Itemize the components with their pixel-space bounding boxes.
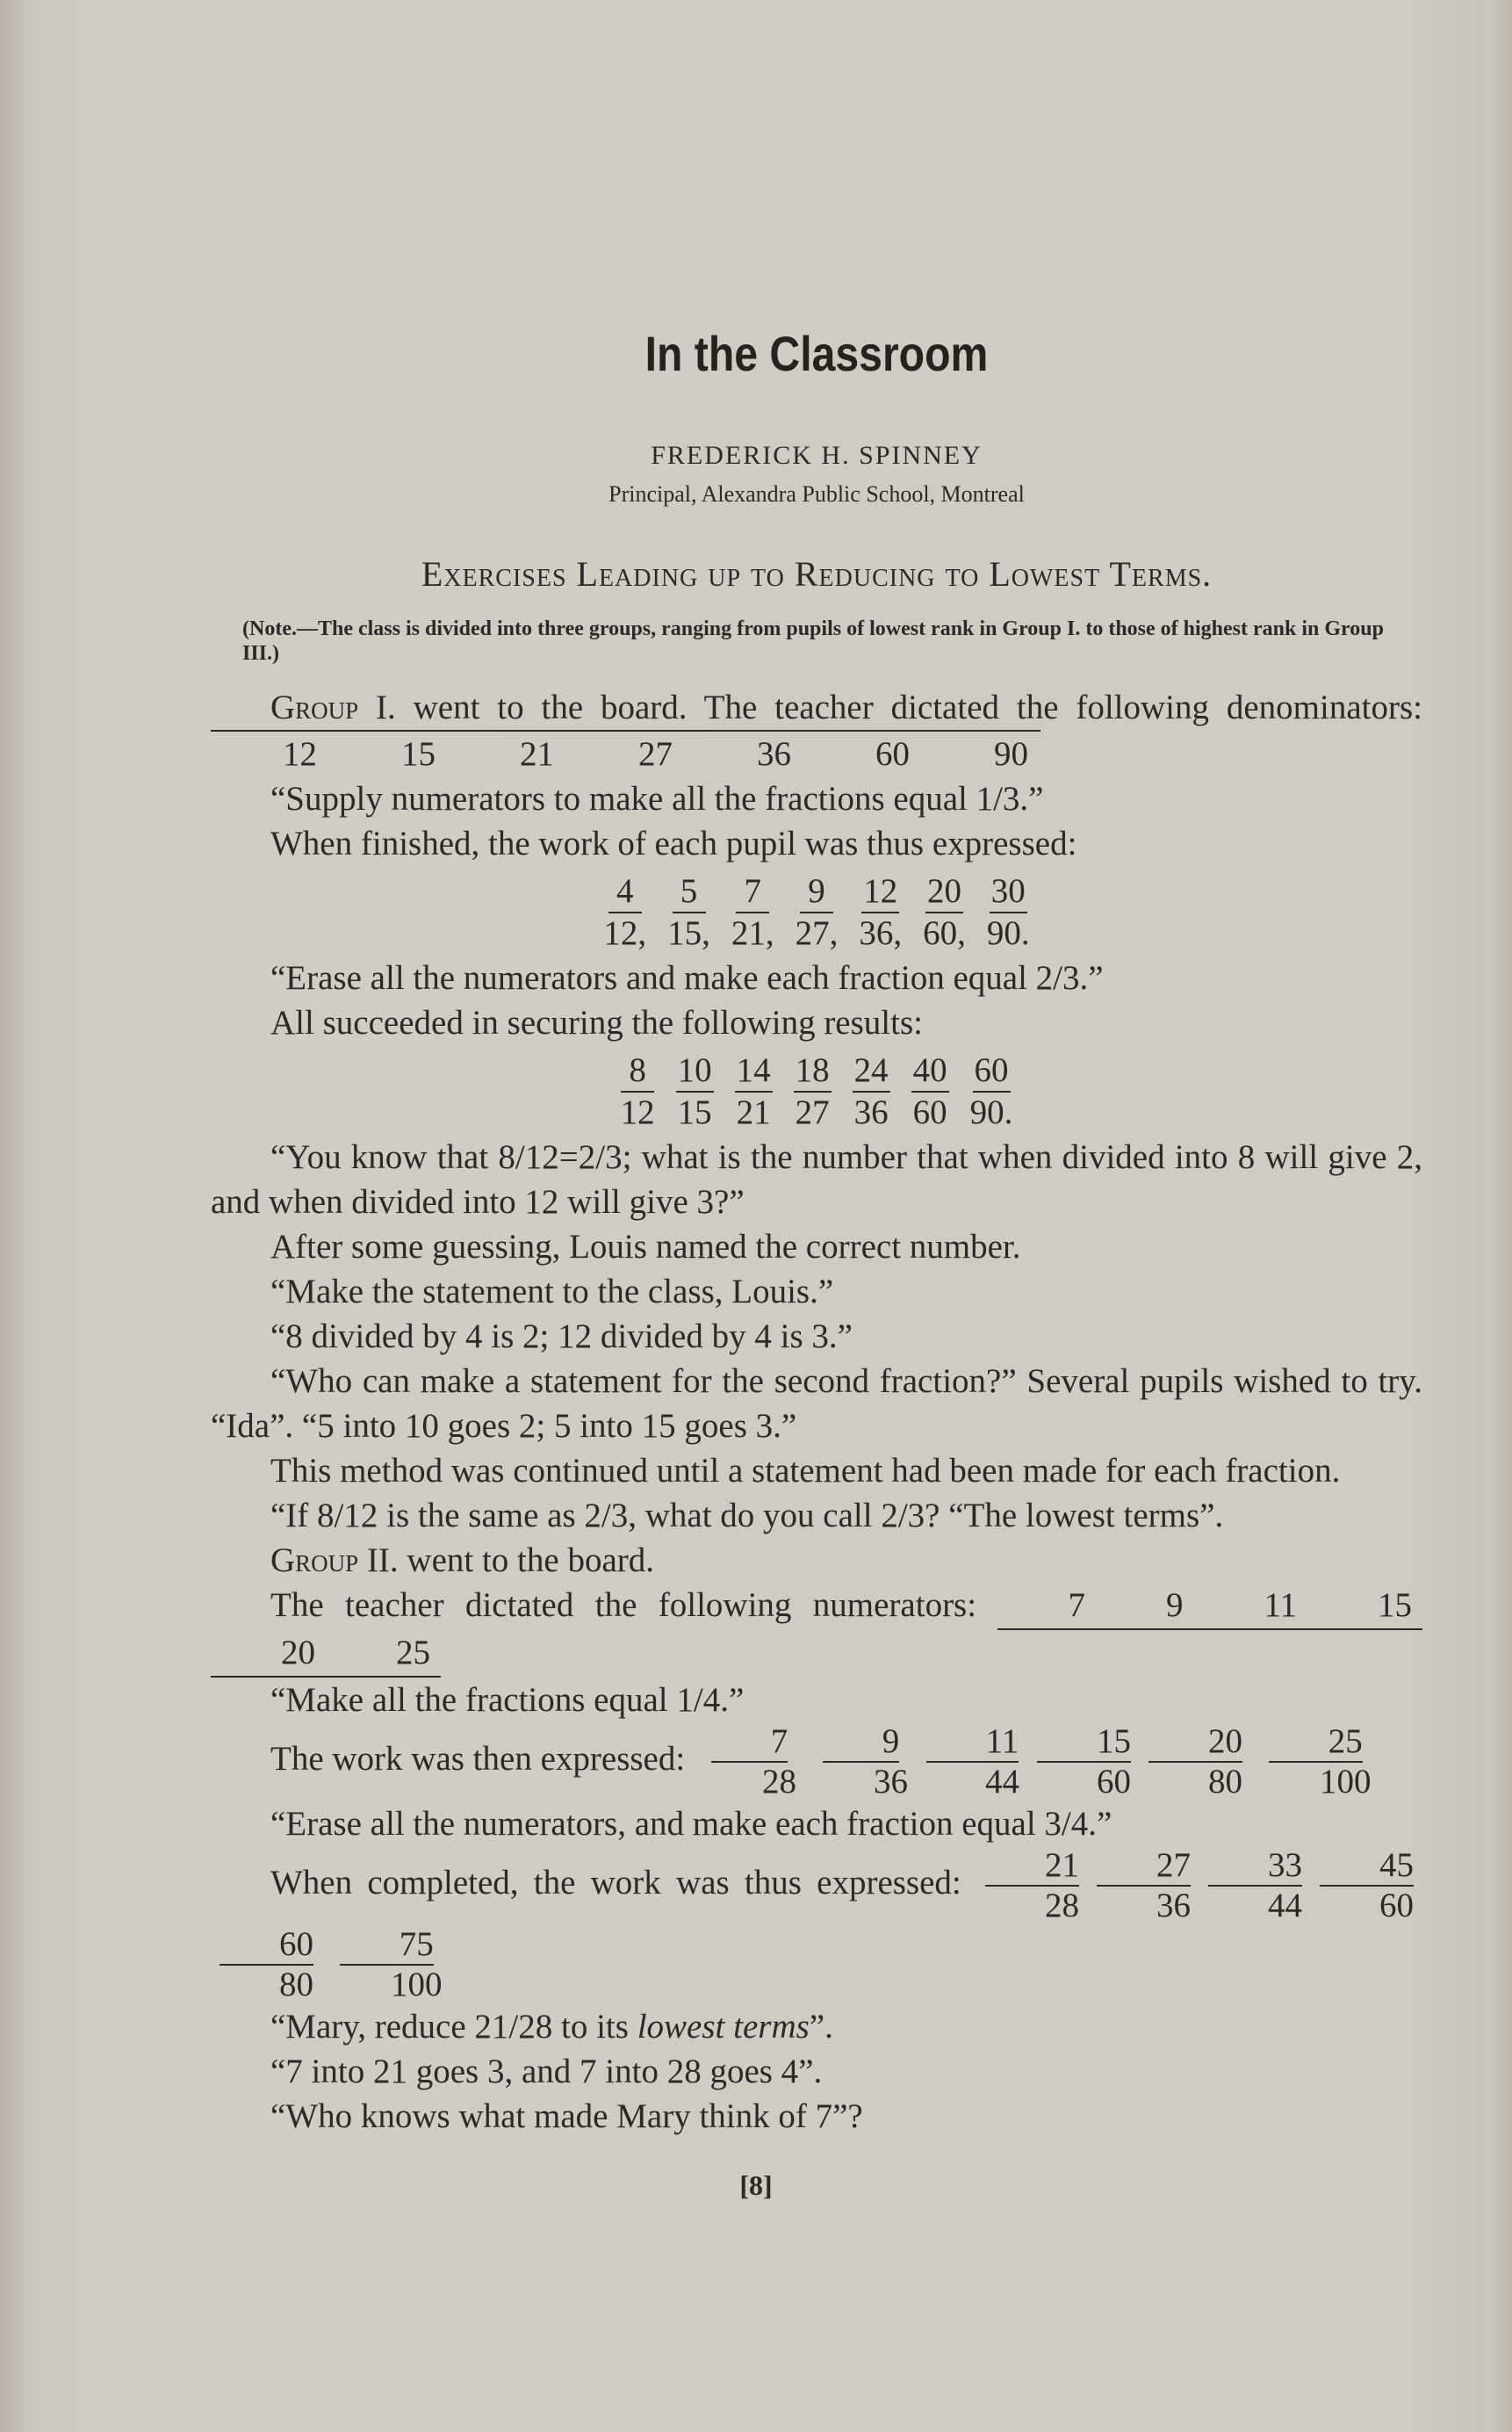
denominator: 60 — [912, 1093, 947, 1131]
fraction-0 — [694, 1722, 805, 1801]
numerator: 7 — [711, 1722, 788, 1763]
numerator: 24 — [853, 1050, 890, 1093]
mary-text-em: lowest terms — [637, 2008, 810, 2046]
denominator: 60 — [1096, 1763, 1131, 1801]
denominator: 27, — [795, 914, 839, 952]
fraction-1 — [666, 1050, 724, 1133]
numerator: 14 — [735, 1050, 773, 1093]
line-erase-2: “Erase all the numerators, and make each fraction equal 3/4.” — [270, 1805, 1112, 1843]
line-7-into: “7 into 21 goes 3, and 7 into 28 goes 4”. — [270, 2053, 823, 2090]
line-8-divided: “8 divided by 4 is 2; 12 divided by 4 is 3.” — [270, 1317, 853, 1355]
fraction-5 — [1251, 1722, 1380, 1801]
denominator: 100 — [1319, 1763, 1372, 1801]
numerator-4: 20 — [211, 1635, 326, 1678]
mary-text-b: ”. — [809, 2008, 833, 2046]
numerator: 75 — [340, 1925, 434, 1966]
denominator: 36 — [1156, 1887, 1191, 1924]
denominator: 15, — [667, 914, 710, 952]
denominator: 36 — [853, 1093, 889, 1131]
numerator: 18 — [794, 1050, 832, 1093]
denominator: 90. — [969, 1093, 1013, 1131]
numerator: 25 — [1269, 1722, 1363, 1763]
denominator: 36, — [859, 914, 903, 952]
numerator: 60 — [973, 1050, 1011, 1093]
fraction-5 — [912, 871, 976, 954]
denominator: 28 — [761, 1763, 796, 1801]
denominator: 12, — [603, 914, 647, 952]
para-you-know: “You know that 8/12=2/3; what is the number that when divided into 8 will give 2, and when divided into 12 will give 3?” — [211, 1138, 1422, 1221]
fraction-3 — [785, 871, 849, 954]
denominator: 100 — [391, 1966, 443, 2003]
denominator: 12 — [620, 1093, 655, 1131]
denominator: 27 — [795, 1093, 830, 1131]
numerator: 40 — [911, 1050, 949, 1093]
group2-paragraph — [211, 1538, 1422, 1583]
note-paragraph: (Note.—The class is divided into three groups, ranging from pupils of lowest rank in Group I. to those of highest rank in Group III.) — [242, 617, 1384, 665]
fraction-2 — [1199, 1846, 1311, 1925]
fraction-0 — [610, 1050, 666, 1133]
numerator: 33 — [1208, 1846, 1302, 1887]
fraction-4 — [1140, 1722, 1251, 1801]
numerator: 20 — [925, 871, 963, 913]
line-mary — [211, 2004, 1422, 2049]
fraction-2 — [917, 1722, 1028, 1801]
denominator-3: 27 — [566, 730, 685, 772]
numerator: 9 — [800, 871, 833, 913]
numerator: 30 — [990, 871, 1027, 913]
fraction-3 — [1028, 1722, 1140, 1801]
line-make-statement: “Make the statement to the class, Louis.” — [270, 1273, 834, 1310]
group1-text: I. went to the board. The teacher dictated the following denominators: — [358, 689, 1422, 726]
denominator-5: 60 — [803, 730, 922, 772]
page-title: In the Classroom — [644, 326, 989, 381]
line-when-completed — [211, 1846, 1422, 2004]
numerator-5: 25 — [326, 1635, 441, 1678]
fraction-3 — [783, 1050, 842, 1133]
line-make-quarter: “Make all the fractions equal 1/4.” — [270, 1681, 745, 1719]
line-all-succeeded: All succeeded in securing the following results: — [270, 1004, 923, 1042]
group1-denominators — [211, 735, 1040, 773]
denominator: 80 — [279, 1966, 313, 2003]
numerator: 7 — [736, 871, 769, 913]
fraction-0 — [593, 871, 657, 954]
numerator: 27 — [1097, 1846, 1191, 1887]
fractions-one-third — [211, 871, 1422, 954]
group2-label: Group — [270, 1541, 359, 1579]
numerator-2: 11 — [1193, 1588, 1307, 1630]
fraction-2 — [724, 1050, 783, 1133]
fraction-6 — [960, 1050, 1024, 1133]
fraction-1 — [805, 1722, 917, 1801]
denominator: 60, — [923, 914, 966, 952]
denominator: 44 — [984, 1763, 1019, 1801]
page-number: [8] — [739, 2169, 773, 2201]
numerator: 20 — [1148, 1722, 1242, 1763]
numerator: 11 — [926, 1722, 1019, 1763]
fractions-one-quarter — [694, 1722, 1380, 1801]
numerator-1: 9 — [1096, 1588, 1194, 1630]
fraction-2 — [721, 871, 785, 954]
numerator-0: 7 — [997, 1588, 1096, 1630]
denominator-4: 36 — [685, 730, 803, 772]
numerator: 15 — [1037, 1722, 1131, 1763]
group1-paragraph — [211, 685, 1422, 776]
denominator: 60 — [1379, 1887, 1414, 1924]
line-supply: “Supply numerators to make all the fractions equal 1/3.” — [270, 780, 1044, 818]
group2-text: II. went to the board. — [358, 1541, 655, 1579]
numerator: 8 — [621, 1050, 654, 1093]
line-dictated-numerators — [211, 1583, 1422, 1678]
line-when-finished: When finished, the work of each pupil was thus expressed: — [270, 825, 1077, 862]
denominator: 80 — [1207, 1763, 1242, 1801]
numerator: 12 — [861, 871, 899, 913]
article-body — [211, 685, 1422, 2139]
numerator-3: 15 — [1307, 1588, 1422, 1630]
fractions-two-thirds — [211, 1050, 1422, 1133]
para-who-can: “Who can make a statement for the second fraction?” Several pupils wished to try. “Ida”. “5 into 10 goes 2; 5 into 15 goes 3.” — [211, 1362, 1422, 1445]
paper-left-edge — [0, 0, 32, 2432]
author-affiliation: Principal, Alexandra Public School, Montreal — [608, 481, 1025, 507]
line-who-knows: “Who knows what made Mary think of 7”? — [270, 2097, 863, 2135]
para-this-method: This method was continued until a statement had been made for each fraction. — [270, 1452, 1341, 1490]
para-if-8-12: “If 8/12 is the same as 2/3, what do you call 2/3? “The lowest terms”. — [270, 1497, 1224, 1534]
denominator: 36 — [873, 1763, 908, 1801]
denominator-2: 21 — [448, 730, 566, 772]
when-completed-label: When completed, the work was thus expressed: — [270, 1863, 961, 1902]
mary-text-a: “Mary, reduce 21/28 to its — [270, 2008, 637, 2046]
fraction-0 — [976, 1846, 1088, 1925]
numerator: 10 — [676, 1050, 714, 1093]
author-name: FREDERICK H. SPINNEY — [651, 441, 983, 470]
line-work-expressed — [211, 1722, 1422, 1801]
numerator: 45 — [1320, 1846, 1414, 1887]
dictated-numerators-label: The teacher dictated the following numerators: — [270, 1586, 977, 1624]
denominator: 21, — [731, 914, 774, 952]
denominator-6: 90 — [922, 730, 1040, 772]
numerator: 9 — [823, 1722, 900, 1763]
denominator: 15 — [677, 1093, 712, 1131]
fraction-4 — [211, 1925, 322, 2004]
fraction-5 — [322, 1925, 451, 2004]
numerator: 4 — [608, 871, 642, 913]
denominator: 44 — [1268, 1887, 1302, 1924]
numerator: 5 — [673, 871, 706, 913]
fraction-1 — [657, 871, 721, 954]
fraction-4 — [842, 1050, 901, 1133]
denominator-0: 12 — [211, 730, 329, 772]
fraction-3 — [1311, 1846, 1422, 1925]
fraction-6 — [976, 871, 1040, 954]
fraction-1 — [1088, 1846, 1199, 1925]
paper-right-edge — [1486, 0, 1512, 2432]
fraction-5 — [901, 1050, 960, 1133]
numerator: 60 — [220, 1925, 313, 1966]
line-after-guessing: After some guessing, Louis named the correct number. — [270, 1228, 1021, 1266]
section-heading: Exercises Leading up to Reducing to Lowest Terms. — [421, 554, 1213, 594]
work-expressed-label: The work was then expressed: — [270, 1739, 686, 1778]
line-erase-1: “Erase all the numerators and make each fraction equal 2/3.” — [270, 959, 1104, 997]
denominator: 28 — [1045, 1887, 1079, 1924]
numerator: 21 — [985, 1846, 1079, 1887]
denominator: 21 — [736, 1093, 771, 1131]
fraction-4 — [848, 871, 912, 954]
denominator-1: 15 — [329, 730, 448, 772]
group1-label: Group — [270, 689, 359, 726]
denominator: 90. — [986, 914, 1030, 952]
